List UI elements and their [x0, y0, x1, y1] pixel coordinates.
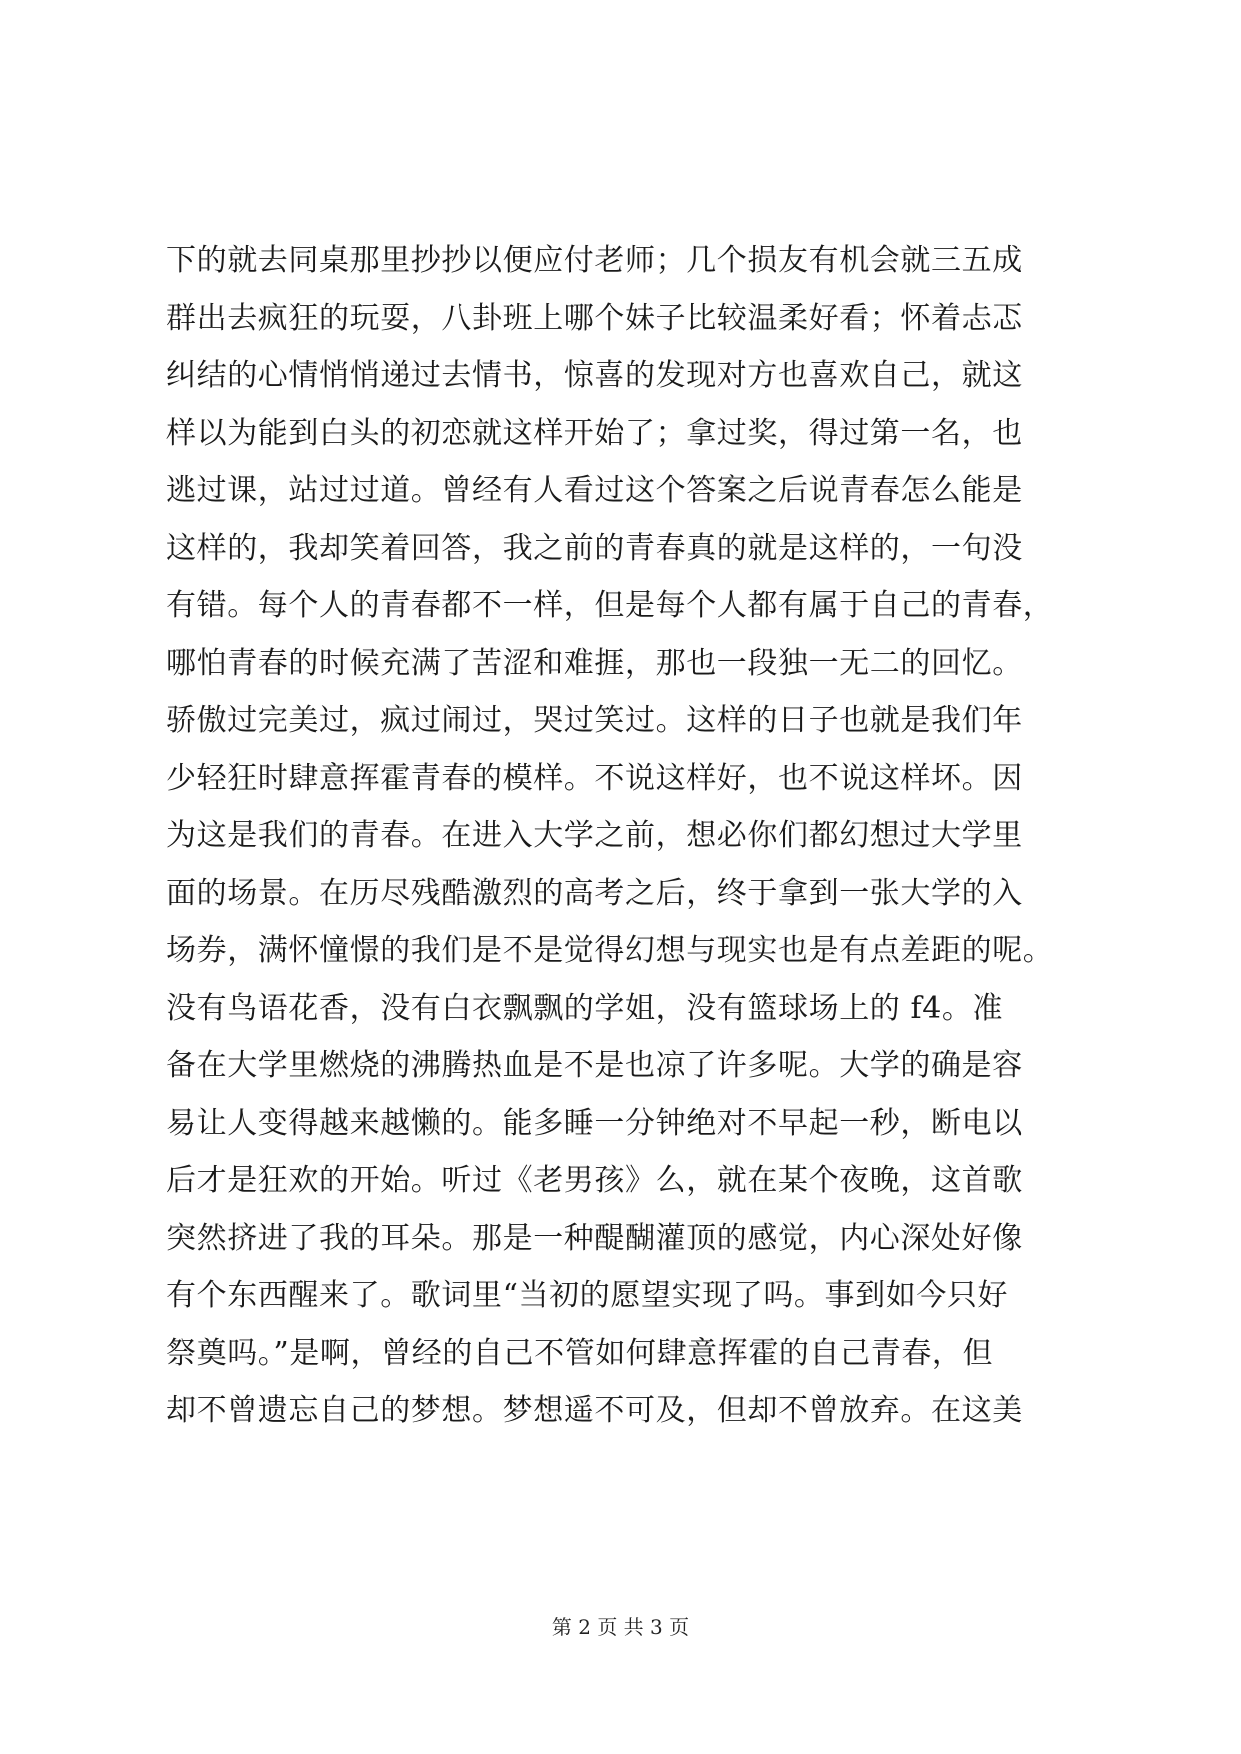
text-line: 这样的，我却笑着回答，我之前的青春真的就是这样的，一句没	[166, 530, 1023, 566]
text-line: 突然挤进了我的耳朵。那是一种醍醐灌顶的感觉，内心深处好像	[166, 1220, 1023, 1256]
text-line: 纠结的心情悄悄递过去情书，惊喜的发现对方也喜欢自己，就这	[166, 358, 1023, 393]
text-line: 有错。每个人的青春都不一样，但是每个人都有属于自己的青春，	[166, 588, 1054, 623]
text-line: 却不曾遗忘自己的梦想。梦想遥不可及，但却不曾放弃。在这美	[166, 1393, 1023, 1428]
text-line: 有个东西醒来了。歌词里“当初的愿望实现了吗。事到如今只好	[166, 1278, 1009, 1313]
text-line: 场券，满怀憧憬的我们是不是觉得幻想与现实也是有点差距的呢。	[166, 933, 1054, 968]
text-line: 祭奠吗。”是啊，曾经的自己不管如何肆意挥霍的自己青春，但	[166, 1335, 994, 1371]
text-line: 面的场景。在历尽残酷激烈的高考之后，终于拿到一张大学的入	[166, 875, 1023, 911]
text-line: 群出去疯狂的玩耍，八卦班上哪个妹子比较温柔好看；怀着忐忑	[166, 300, 1023, 336]
text-line: 后才是狂欢的开始。听过《老男孩》么，就在某个夜晚，这首歌	[166, 1163, 1023, 1198]
text-line: 备在大学里燃烧的沸腾热血是不是也凉了许多呢。大学的确是容	[166, 1048, 1023, 1083]
text-line: 没有鸟语花香，没有白衣飘飘的学姐，没有篮球场上的 f4。准	[166, 990, 1004, 1026]
text-line: 逃过课，站过过道。曾经有人看过这个答案之后说青春怎么能是	[166, 473, 1023, 508]
text-line: 哪怕青春的时候充满了苦涩和难捱，那也一段独一无二的回忆。	[166, 645, 1023, 681]
text-line: 下的就去同桌那里抄抄以便应付老师；几个损友有机会就三五成	[166, 243, 1023, 278]
text-line: 样以为能到白头的初恋就这样开始了；拿过奖，得过第一名，也	[166, 415, 1023, 451]
body-text	[166, 232, 1086, 1440]
text-line: 为这是我们的青春。在进入大学之前，想必你们都幻想过大学里	[166, 818, 1023, 853]
text-line: 骄傲过完美过，疯过闹过，哭过笑过。这样的日子也就是我们年	[166, 703, 1023, 738]
text-line: 易让人变得越来越懒的。能多睡一分钟绝对不早起一秒，断电以	[166, 1105, 1023, 1141]
page-number-footer: 第 2 页 共 3 页	[551, 1615, 690, 1639]
text-line: 少轻狂时肆意挥霍青春的模样。不说这样好，也不说这样坏。因	[166, 760, 1023, 796]
